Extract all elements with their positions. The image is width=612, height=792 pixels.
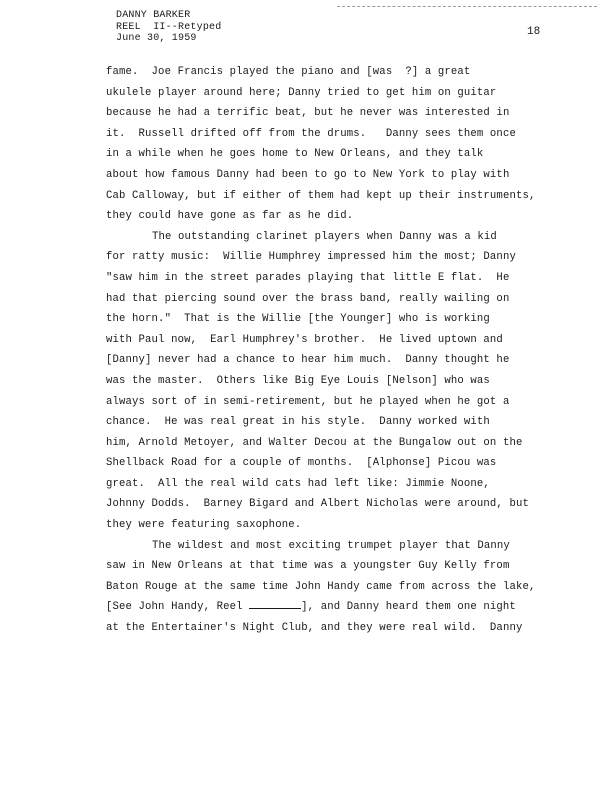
- transcript-body: [106, 62, 556, 639]
- text-line: with Paul now, Earl Humphrey's brother. He lived uptown and: [106, 333, 503, 346]
- text-line: they could have gone as far as he did.: [106, 210, 354, 223]
- text-line: it. Russell drifted off from the drums. Danny sees them once: [106, 127, 516, 140]
- page-header: [116, 10, 221, 45]
- paragraph: [106, 536, 556, 639]
- text-line: because he had a terrific beat, but he never was interested in: [106, 107, 510, 120]
- text-line: Cab Calloway, but if either of them had kept up their instruments,: [106, 189, 536, 202]
- interviewee-name: DANNY BARKER: [116, 10, 191, 21]
- reference-text-before: [See John Handy, Reel: [106, 601, 250, 614]
- text-line: The outstanding clarinet players when Danny was a kid: [152, 230, 497, 243]
- text-line: fame. Joe Francis played the piano and [was ?] a great: [106, 66, 471, 78]
- text-line: in a while when he goes home to New Orleans, and they talk: [106, 148, 484, 161]
- text-line: was the master. Others like Big Eye Louis [Nelson] who was: [106, 374, 490, 387]
- text-line-with-blank: [106, 597, 556, 618]
- text-line: saw in New Orleans at that time was a youngster Guy Kelly from: [106, 560, 510, 573]
- text-line: about how famous Danny had been to go to New York to play with: [106, 168, 510, 181]
- text-line: The wildest and most exciting trumpet player that Danny: [152, 539, 510, 552]
- page-number: 18: [527, 26, 541, 38]
- text-line: Shellback Road for a couple of months. [Alphonse] Picou was: [106, 457, 497, 470]
- text-line: [Danny] never had a chance to hear him much. Danny thought he: [106, 354, 510, 367]
- text-line: always sort of in semi-retirement, but he played when he got a: [106, 395, 510, 408]
- interview-date: June 30, 1959: [116, 33, 197, 44]
- text-line: Johnny Dodds. Barney Bigard and Albert Nicholas were around, but: [106, 498, 529, 511]
- text-line: for ratty music: Willie Humphrey impressed him the most; Danny: [106, 251, 516, 264]
- text-line: him, Arnold Metoyer, and Walter Decou at the Bungalow out on the: [106, 436, 523, 449]
- text-line: great. All the real wild cats had left like: Jimmie Noone,: [106, 477, 490, 490]
- text-line: "saw him in the street parades playing that little E flat. He: [106, 271, 510, 284]
- paragraph: [106, 62, 556, 227]
- text-line: the horn." That is the Willie [the Younger] who is working: [106, 313, 490, 326]
- header-rule: [337, 6, 597, 7]
- text-line: at the Entertainer's Night Club, and they were real wild. Danny: [106, 622, 523, 635]
- text-line: they were featuring saxophone.: [106, 519, 302, 532]
- reference-text-after: ], and Danny heard them one night: [301, 601, 516, 614]
- text-line: chance. He was real great in his style. Danny worked with: [106, 416, 490, 429]
- text-line: ukulele player around here; Danny tried to get him on guitar: [106, 86, 497, 99]
- fill-in-blank: [249, 598, 301, 609]
- reel-label: REEL II--Retyped: [116, 21, 222, 33]
- text-line: Baton Rouge at the same time John Handy came from across the lake,: [106, 580, 536, 593]
- paragraph: [106, 227, 556, 536]
- text-line: had that piercing sound over the brass band, really wailing on: [106, 292, 510, 305]
